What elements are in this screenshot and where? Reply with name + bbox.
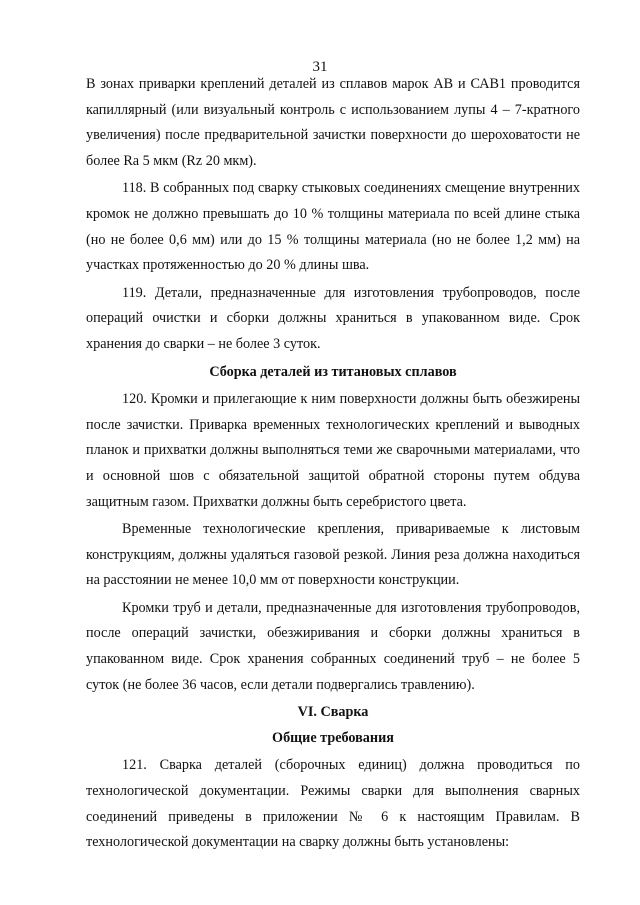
heading-section-vi: VI. Сварка (297, 704, 369, 721)
paragraph-pipe-edges: Кромки труб и детали, предназначенные для изготовления трубопроводов, после операций зачистки, обезжиривания и сборки должны храниться в упакованном виде. Срок хранения собранных соединений труб – не более 5 суток (не более 36 часов, если детали подвергались травлению). (86, 599, 580, 693)
paragraph-119: 119. Детали, предназначенные для изготовления трубопроводов, после операций очистки и сборки должны храниться в упакованном виде. Срок хранения до сварки – не более 3 суток. (86, 284, 580, 352)
paragraph-118: 118. В собранных под сварку стыковых соединениях смещение внутренних кромок не должно превышать до 10 % толщины материала по всей длине стыка (но не более 0,6 мм) или до 15 % толщины материала (но не более 1,2 мм) на участках протяженностью до 20 % длины шва. (86, 180, 580, 274)
paragraph-120: 120. Кромки и прилегающие к ним поверхности должны быть обезжирены после зачистки. Приварка временных технологических креплений и выводных планок и прихватки должны выполняться теми же сварочными материалами, что и основной шов с обязательной защитой обратной стороны путем обдува защитным газом. Прихватки должны быть серебристого цвета. (86, 391, 580, 510)
paragraph-capillary-control: В зонах приварки креплений деталей из сплавов марок АВ и САВ1 проводится капиллярный (или визуальный контроль с использованием лупы 4 – 7-кратного увеличения) после предварительной зачистки поверхности до шероховатости не более Ra 5 мкм (Rz 20 мкм). (86, 76, 580, 169)
heading-titanium-assembly: Сборка деталей из титановых сплавов (209, 363, 457, 380)
document-body (86, 72, 580, 856)
page-number: 31 (312, 59, 328, 75)
heading-general-requirements: Общие требования (272, 729, 394, 746)
paragraph-temporary-fastenings: Временные технологические крепления, привариваемые к листовым конструкциям, должны удаляться газовой резкой. Линия реза должна находиться на расстоянии не менее 10,0 мм от поверхности конструкции. (86, 521, 580, 589)
paragraph-121: 121. Сварка деталей (сборочных единиц) должна проводиться по технологической документации. Режимы сварки для выполнения сварных соединений приведены в приложении № 6 к настоящим Правилам. В технологической документации на сварку должны быть установлены: (86, 757, 580, 851)
